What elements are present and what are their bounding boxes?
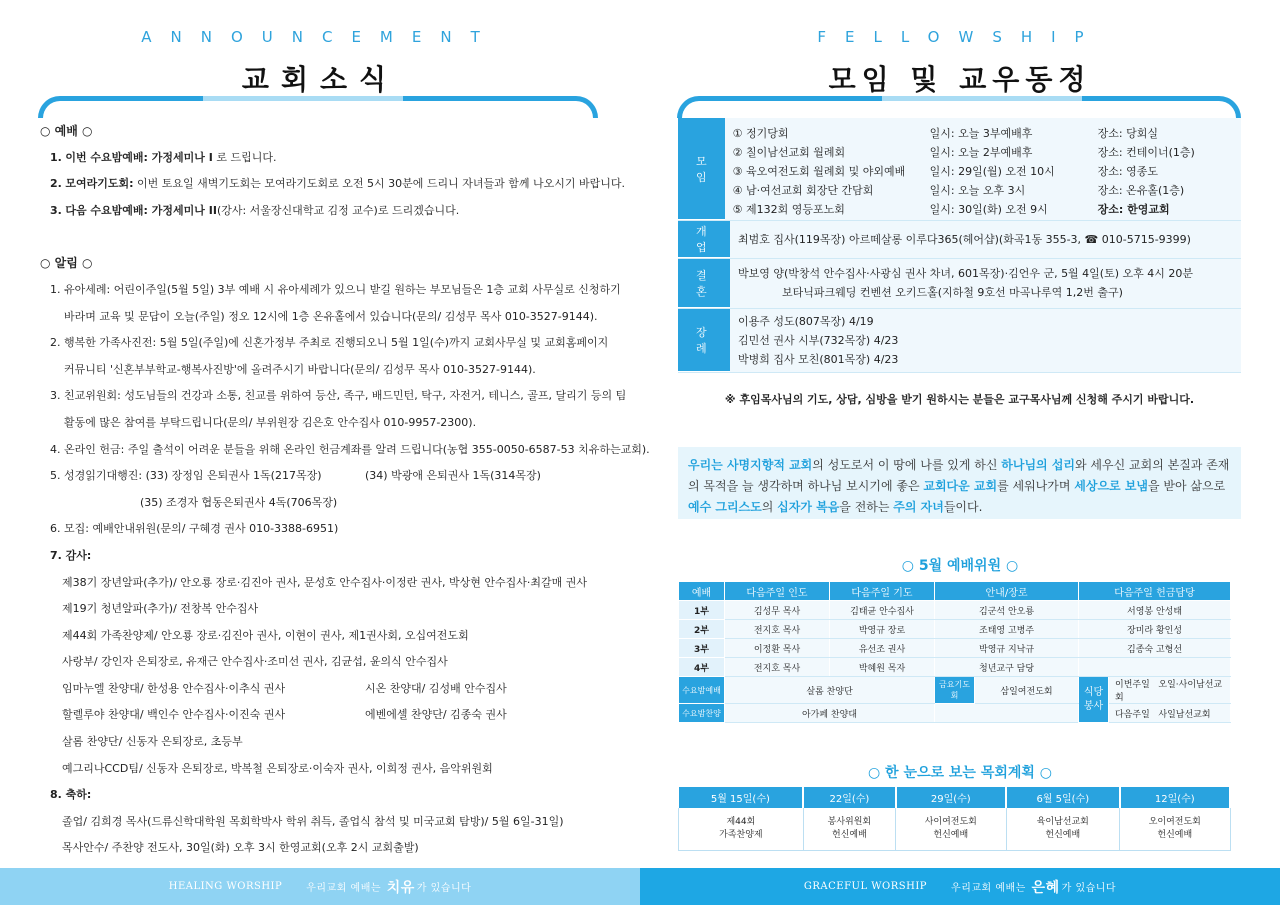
notice-1: 1. 유아세례: 어린이주일(5월 5일) 3부 예배 시 유아세례가 있으니 받길 원하는 부모님들은 1층 교회 사무실로 신청하기 <box>50 282 621 296</box>
meeting-3: ③ 육오여전도회 월례회 및 야외예배 일시: 29일(월) 오전 10시 장소: 영종도 <box>732 165 1158 178</box>
fellowship-eng-title: FELLOWSHIP <box>817 28 1103 46</box>
notice-5: 5. 성경읽기대행진: (33) 장정임 은퇴권사 1독(217목장) (34) 박광애 은퇴권사 1독(314목장) <box>50 469 541 483</box>
worship-item-3: 3. 다음 수요밤예배: 가정세미나 II(강사: 서울장신대학교 김정 교수)로 드리겠습니다. <box>50 203 460 217</box>
meetings-row <box>678 118 1241 221</box>
notice-5-cont: (35) 조경자 협동은퇴권사 4독(706목장) <box>140 495 338 509</box>
announcement-content <box>40 118 650 862</box>
funeral-1: 이용주 성도(807목장) 4/19 <box>738 315 874 328</box>
congrats-1: 졸업/ 김희경 목사(드류신학대학원 목회학박사 학위 취득, 졸업식 참석 및 미국교회 탐방)/ 5월 6일-31일) <box>62 814 564 828</box>
notice-3-cont: 활동에 많은 참여를 부탁드립니다(문의/ 부위원장 김은호 안수집사 010-9957-2300). <box>64 415 477 429</box>
header-arc <box>38 96 598 118</box>
notice-1-cont: 바라며 교육 및 문답이 오늘(주일) 정오 12시에 1층 온유홀에서 있습니다(문의/ 김성무 목사 010-3527-9144). <box>64 309 598 323</box>
footer-left: HEALING WORSHIP 우리교회 예배는 치유 가 있습니다 <box>0 868 640 905</box>
wedding-row: 결 혼 박보영 양(박창석 안수집사·사광심 권사 차녀, 601목장)·김언우 군, 5월 4일(토) 오후 4시 20분 보타닉파크웨딩 컨벤션 오키드홀(지하철 9호선 마곡나루역 1,2번 출구) <box>678 259 1241 309</box>
meetings-label: 모 임 <box>678 118 725 220</box>
notice-8: 8. 축하: <box>50 788 92 802</box>
wedding-text-2: 보타닉파크웨딩 컨벤션 오키드홀(지하철 9호선 마곡나루역 1,2번 출구) <box>782 286 1123 299</box>
funeral-2: 김민선 권사 시부(732목장) 4/23 <box>738 334 899 347</box>
worship-header: ○ 예배 ○ <box>40 124 93 138</box>
announcement-title: 교회소식 <box>241 63 399 96</box>
meeting-5: ⑤ 제132회 영등포노회 일시: 30일(화) 오전 9시 장소: 한영교회 <box>732 203 1170 216</box>
meeting-2: ② 칠이남선교회 월례회 일시: 오늘 2부예배후 장소: 컨테이너(1층) <box>732 146 1195 159</box>
notice-4: 4. 온라인 헌금: 주일 출석이 어려운 분들을 위해 온라인 헌금계좌를 알려 드립니다(농협 355-0050-6587-53 치유하는교회). <box>50 442 650 456</box>
mission-statement: 우리는 사명지향적 교회의 성도로서 이 땅에 나를 있게 하신 하나님의 섭리와 세우신 교회의 본질과 존재의 목적을 늘 생각하며 하나님 보시기에 좋은 교회다운 교회를 세워나가며 세상으로 보냄을 받아 삶으로 예수 그리스도의 십자가 복음을 전하는 주의 자녀들이다. <box>678 447 1241 519</box>
pastor-notice: ※ 후임목사님의 기도, 상담, 심방을 받기 원하시는 분들은 교구목사님께 신청해 주시기 바랍니다. <box>724 393 1195 406</box>
table-row: 1부 김성무 목사 김태균 안수집사 김군석 안오룡 서영봉 안성태 <box>679 601 1231 620</box>
meeting-4: ④ 남·여선교회 회장단 간담회 일시: 오늘 오후 3시 장소: 온유홀(1층) <box>732 184 1185 197</box>
worship-item-2: 2. 모여라기도회: 이번 토요일 새벽기도회는 모여라기도회로 오전 5시 30분에 드리니 자녀들과 함께 나오시기 바랍니다. <box>50 177 625 191</box>
worship-committee-title: ○ 5월 예배위원 ○ <box>901 558 1019 574</box>
pastoral-plan-table: 5월 15일(수) 22일(수) 29일(수) 6월 5일(수) 12일(수) 제44회 가족찬양제 봉사위원회 헌신예배 사이여전도회 헌신예배 육이남선교회 헌신예배 오이여전도회 헌신예배 <box>678 787 1231 851</box>
table-row: 3부 이정환 목사 유선조 권사 박영규 지낙규 김종숙 고형선 <box>679 639 1231 658</box>
opening-row: 개 업 최범호 집사(119목장) 아르떼살롱 이루다365(헤어샵)(화곡1동 355-3, ☎ 010-5715-9399) <box>678 221 1241 259</box>
meeting-1: ① 정기당회 일시: 오늘 3부예배후 장소: 당회실 <box>732 127 1158 140</box>
wedding-text-1: 박보영 양(박창석 안수집사·사광심 권사 차녀, 601목장)·김언우 군, 5월 4일(토) 오후 4시 20분 <box>738 267 1194 280</box>
funeral-3: 박병희 집사 모친(801목장) 4/23 <box>738 353 899 366</box>
table-row: 수요밤예배 살롬 찬양단 금요기도회 삼일여전도회 식당봉사 이번주일 오일·사이남선교회 <box>679 677 1231 704</box>
footer-right: GRACEFUL WORSHIP 우리교회 예배는 은혜 가 있습니다 <box>640 868 1280 905</box>
fellowship-page <box>640 0 1280 905</box>
table-row: 4부 전지호 목사 박혜원 목자 청년교구 담당 <box>679 658 1231 677</box>
opening-text: 최범호 집사(119목장) 아르떼살롱 이루다365(헤어샵)(화곡1동 355-3, ☎ 010-5715-9399) <box>738 233 1191 246</box>
notice-2-cont: 커뮤니티 '신혼부부학교-행복사진방'에 올려주시기 바랍니다(문의/ 김성무 목사 010-3527-9144). <box>64 362 536 376</box>
notice-6: 6. 모집: 예배안내위원(문의/ 구혜경 권사 010-3388-6951) <box>50 522 339 536</box>
notice-2: 2. 행복한 가족사진전: 5월 5일(주일)에 신혼가정부 주최로 진행되오니 5월 1일(수)까지 교회사무실 및 교회홈페이지 <box>50 336 609 350</box>
table-row: 2부 전지호 목사 박영규 장로 조태영 고병주 장미라 황인성 <box>679 620 1231 639</box>
worship-committee-table: 예배 다음주일 인도 다음주일 기도 안내/장로 다음주일 헌금담당 1부 김성무 목사 김태균 안수집사 김군석 안오룡 서영봉 안성태 2부 전지호 목사 박영규 장로 조태영 고병주 장미라 황인성 3부 이정환 목사 유선조 권사 박영규 지낙규 김종숙 고형선 4부 전지호 목사 박혜원 목자 청년교구 담당 수요밤예배 살롬 찬양단 금요기도회 삼일여전도회 식당봉사 이번주일 오일·사이남선교회 수요밤찬양 아가페 찬양대 다음주일 사일남선교회 <box>678 581 1231 723</box>
meeting-table <box>678 118 1241 373</box>
thanks-7: 살롬 찬양단/ 신동자 은퇴장로, 초등부 <box>62 735 243 749</box>
thanks-6: 할렐루야 찬양대/ 백인수 안수집사·이진숙 권사 에벤에셀 찬양단/ 김종숙 권사 <box>62 708 507 722</box>
worship-item-1: 1. 이번 수요밤예배: 가정세미나 I 로 드립니다. <box>50 150 277 164</box>
thanks-5: 임마누엘 찬양대/ 한성용 안수집사·이추식 권사 시온 찬양대/ 김성배 안수집사 <box>62 681 507 695</box>
thanks-1: 제38기 장년알파(추가)/ 안오룡 장로·김진아 권사, 문성호 안수집사·이정란 권사, 박상현 안수집사·최갈매 권사 <box>62 575 588 589</box>
thanks-2: 제19기 청년알파(추가)/ 전창복 안수집사 <box>62 602 259 616</box>
funeral-row: 장 례 이용주 성도(807목장) 4/19 김민선 권사 시부(732목장) 4/23 박병희 집사 모친(801목장) 4/23 <box>678 309 1241 373</box>
thanks-3: 제44회 가족찬양제/ 안오룡 장로·김진아 권사, 이현이 권사, 제1권사회, 오십여전도회 <box>62 628 469 642</box>
thanks-4: 사랑부/ 강인자 은퇴장로, 유재근 안수집사·조미선 권사, 김균섭, 윤의식 안수집사 <box>62 655 448 669</box>
pastoral-plan-title: ○ 한 눈으로 보는 목회계획 ○ <box>867 765 1053 781</box>
notice-3: 3. 친교위원회: 성도님들의 건강과 소통, 친교를 위하여 등산, 족구, 배드민턴, 탁구, 자전거, 테니스, 골프, 달리기 등의 팀 <box>50 389 627 403</box>
header-arc <box>677 96 1241 118</box>
table-row: 수요밤찬양 아가페 찬양대 다음주일 사일남선교회 <box>679 704 1231 723</box>
announcement-eng-title: ANNOUNCEMENT <box>141 28 499 46</box>
notice-7: 7. 감사: <box>50 548 92 562</box>
thanks-8: 예그리나CCD팀/ 신동자 은퇴장로, 박복철 은퇴장로·이숙자 권사, 이희정 권사, 음악위원회 <box>62 761 493 775</box>
table-row: 제44회 가족찬양제 봉사위원회 헌신예배 사이여전도회 헌신예배 육이남선교회 헌신예배 오이여전도회 헌신예배 <box>679 808 1231 850</box>
fellowship-title: 모임 및 교우동정 <box>828 63 1092 96</box>
notice-header: ○ 알림 ○ <box>40 256 93 271</box>
congrats-2: 목사안수/ 주찬양 전도사, 30일(화) 오후 3시 한영교회(오후 2시 교회출발) <box>62 841 419 855</box>
